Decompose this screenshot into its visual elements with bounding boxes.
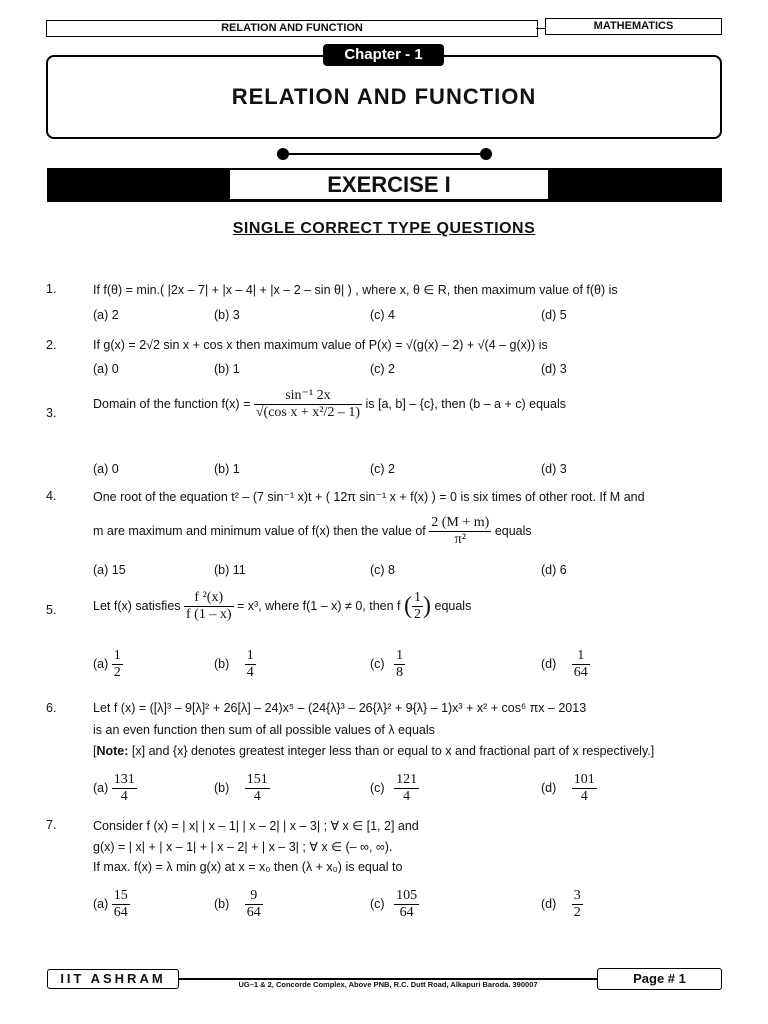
question-text-part: is [a, b] – {c}, then (b – a + c) equals: [365, 396, 566, 411]
question-number: 7.: [46, 818, 57, 832]
option-c: [370, 888, 419, 921]
fraction-denominator: √(cos x + x²/2 – 1): [255, 405, 361, 420]
question-text-part: Let f(x) satisfies: [93, 598, 181, 613]
fraction-numerator: 151: [246, 772, 268, 787]
question-text: If f(θ) = min.( |2x – 7| + |x – 4| + |x – 2 – sin θ| ) , where x, θ ∈ R, then maximum value of f(θ) is: [93, 283, 618, 297]
chapter-tag: Chapter - 1: [323, 44, 444, 66]
footer-brand: IIT ASHRAM: [47, 969, 179, 989]
option-label: (c): [370, 656, 385, 671]
page-number: Page # 1: [597, 968, 722, 990]
option-label: (b): [214, 656, 230, 671]
fraction: [184, 590, 234, 623]
option-c: (c) 8: [370, 563, 395, 577]
option-a: (a) 15: [93, 563, 126, 577]
fraction-numerator: 1: [414, 590, 422, 605]
question-text: If max. f(x) = λ min g(x) at x = x₀ then (λ + x₀) is equal to: [93, 860, 403, 874]
option-d: (d) 3: [541, 462, 567, 476]
question-number: 6.: [46, 701, 57, 715]
question-number: 2.: [46, 338, 57, 352]
fraction-denominator: 4: [580, 789, 588, 804]
fraction-denominator: 64: [573, 665, 588, 680]
decor-dot-left: [277, 148, 289, 160]
footer-address: UG–1 & 2, Concorde Complex, Above PNB, R.C. Dutt Road, Alkapuri Baroda. 390007: [238, 980, 538, 989]
fraction-numerator: 3: [573, 888, 581, 903]
option-d: (d) 3: [541, 362, 567, 376]
fraction: [572, 888, 583, 921]
fraction-denominator: 64: [399, 905, 414, 920]
question-text: Let f (x) = ([λ]³ – 9[λ]² + 26[λ] – 24)x⁵ – (24{λ}³ – 26{λ}² + 9{λ} – 1)x³ + x² + cos⁶ πx – 2013: [93, 701, 587, 715]
option-d: [541, 772, 597, 805]
fraction-denominator: 8: [396, 665, 404, 680]
fraction: [245, 648, 256, 681]
decor-dot-right: [480, 148, 492, 160]
option-label: (d): [541, 656, 557, 671]
option-a: [93, 888, 130, 921]
question-number: 5.: [46, 603, 57, 617]
fraction-numerator: sin⁻¹ 2x: [254, 388, 362, 405]
option-label: (d): [541, 780, 557, 795]
fraction: [572, 648, 590, 681]
option-a: (a) 0: [93, 462, 119, 476]
header-connector: [536, 28, 545, 29]
fraction: [429, 515, 491, 548]
option-d: [541, 888, 583, 921]
chapter-title: RELATION AND FUNCTION: [231, 84, 537, 109]
option-c: [370, 648, 405, 681]
fraction-numerator: 121: [396, 772, 418, 787]
fraction-numerator: 1: [246, 648, 254, 663]
note-text: [x] and {x} denotes greatest integer less than or equal to x and fractional part of x respectively.]: [131, 744, 655, 758]
option-label: (b): [214, 896, 230, 911]
fraction-numerator: 15: [113, 888, 128, 903]
header-subject: MATHEMATICS: [545, 18, 722, 35]
question-number: 3.: [46, 406, 57, 420]
question-text-part: Domain of the function f(x) =: [93, 396, 251, 411]
note-label: Note:: [96, 744, 129, 758]
fraction-numerator: 131: [113, 772, 135, 787]
fraction: [394, 772, 419, 805]
fraction: [254, 388, 362, 421]
fraction: [245, 888, 263, 921]
question-text: If g(x) = 2√2 sin x + cos x then maximum value of P(x) = √(g(x) – 2) + √(4 – g(x)) is: [93, 338, 548, 352]
fraction-numerator: 2 (M + m): [431, 515, 490, 530]
fraction-denominator: 4: [253, 789, 261, 804]
fraction-numerator: 9: [245, 888, 263, 905]
option-label: (a): [93, 896, 109, 911]
question-text-part: = x³, where f(1 – x) ≠ 0, then f: [237, 598, 401, 613]
fraction-numerator: 101: [573, 772, 595, 787]
question-number: 4.: [46, 489, 57, 503]
question-text: One root of the equation t² – (7 sin⁻¹ x)t + ( 12π sin⁻¹ x + f(x) ) = 0 is six times of other root. If M and: [93, 490, 645, 504]
header-left-title: RELATION AND FUNCTION: [46, 20, 538, 37]
option-label: (c): [370, 780, 385, 795]
fraction: [112, 888, 130, 921]
fraction-denominator: 4: [246, 665, 254, 680]
fraction-denominator: 2: [113, 665, 121, 680]
question-text-part: equals: [434, 598, 472, 613]
question-text-part: m are maximum and minimum value of f(x) then the value of: [93, 523, 426, 538]
fraction-denominator: 4: [120, 789, 128, 804]
option-b: (b) 3: [214, 308, 240, 322]
option-label: (c): [370, 896, 385, 911]
question-number: 1.: [46, 282, 57, 296]
question-text: [93, 590, 471, 623]
option-d: [541, 648, 590, 681]
option-label: (b): [214, 780, 230, 795]
option-label: (a): [93, 656, 109, 671]
option-b: [214, 772, 270, 805]
fraction-denominator: 4: [403, 789, 411, 804]
fraction: [412, 590, 423, 623]
option-c: [370, 772, 419, 805]
section-title: SINGLE CORRECT TYPE QUESTIONS: [232, 220, 536, 237]
fraction-denominator: 2: [414, 607, 422, 622]
fraction-denominator: f (1 – x): [186, 607, 232, 622]
option-label: (a): [93, 780, 109, 795]
fraction-denominator: 64: [246, 905, 261, 920]
paren-close: ): [423, 593, 432, 619]
option-c: (c) 4: [370, 308, 395, 322]
fraction-numerator: 1: [572, 648, 590, 665]
option-a: [93, 772, 137, 805]
fraction: [572, 772, 597, 805]
question-text: Consider f (x) = | x| | x – 1| | x – 2| | x – 3| ; ∀ x ∈ [1, 2] and: [93, 819, 419, 833]
exercise-title: EXERCISE I: [229, 169, 549, 200]
fraction: [112, 772, 137, 805]
option-d: (d) 6: [541, 563, 567, 577]
decor-line: [283, 153, 486, 155]
question-text: g(x) = | x| + | x – 1| + | x – 2| + | x – 3| ; ∀ x ∈ (– ∞, ∞).: [93, 840, 393, 854]
fraction: [112, 648, 123, 681]
option-label: (d): [541, 896, 557, 911]
question-text-part: equals: [494, 523, 532, 538]
fraction: [394, 888, 419, 921]
option-a: (a) 2: [93, 308, 119, 322]
fraction-numerator: f ²(x): [184, 590, 234, 607]
option-b: (b) 1: [214, 462, 240, 476]
option-a: (a) 0: [93, 362, 119, 376]
option-c: (c) 2: [370, 462, 395, 476]
fraction-numerator: 1: [113, 648, 121, 663]
fraction-denominator: 2: [573, 905, 581, 920]
question-text: [93, 515, 532, 548]
fraction: [245, 772, 270, 805]
fraction-numerator: 1: [396, 648, 404, 663]
fraction: [394, 648, 405, 681]
fraction-denominator: π²: [454, 532, 466, 547]
option-a: [93, 648, 123, 681]
option-b: [214, 648, 256, 681]
option-b: (b) 1: [214, 362, 240, 376]
paren-open: (: [404, 593, 413, 619]
fraction-numerator: 105: [396, 888, 418, 903]
fraction-denominator: 64: [113, 905, 128, 920]
question-note: [Note: [x] and {x} denotes greatest integer less than or equal to x and fractional part of x respectively.]: [93, 744, 655, 758]
option-c: (c) 2: [370, 362, 395, 376]
option-b: (b) 11: [214, 563, 246, 577]
option-b: [214, 888, 263, 921]
question-text: is an even function then sum of all possible values of λ equals: [93, 723, 435, 737]
option-d: (d) 5: [541, 308, 567, 322]
question-text: [93, 388, 566, 421]
